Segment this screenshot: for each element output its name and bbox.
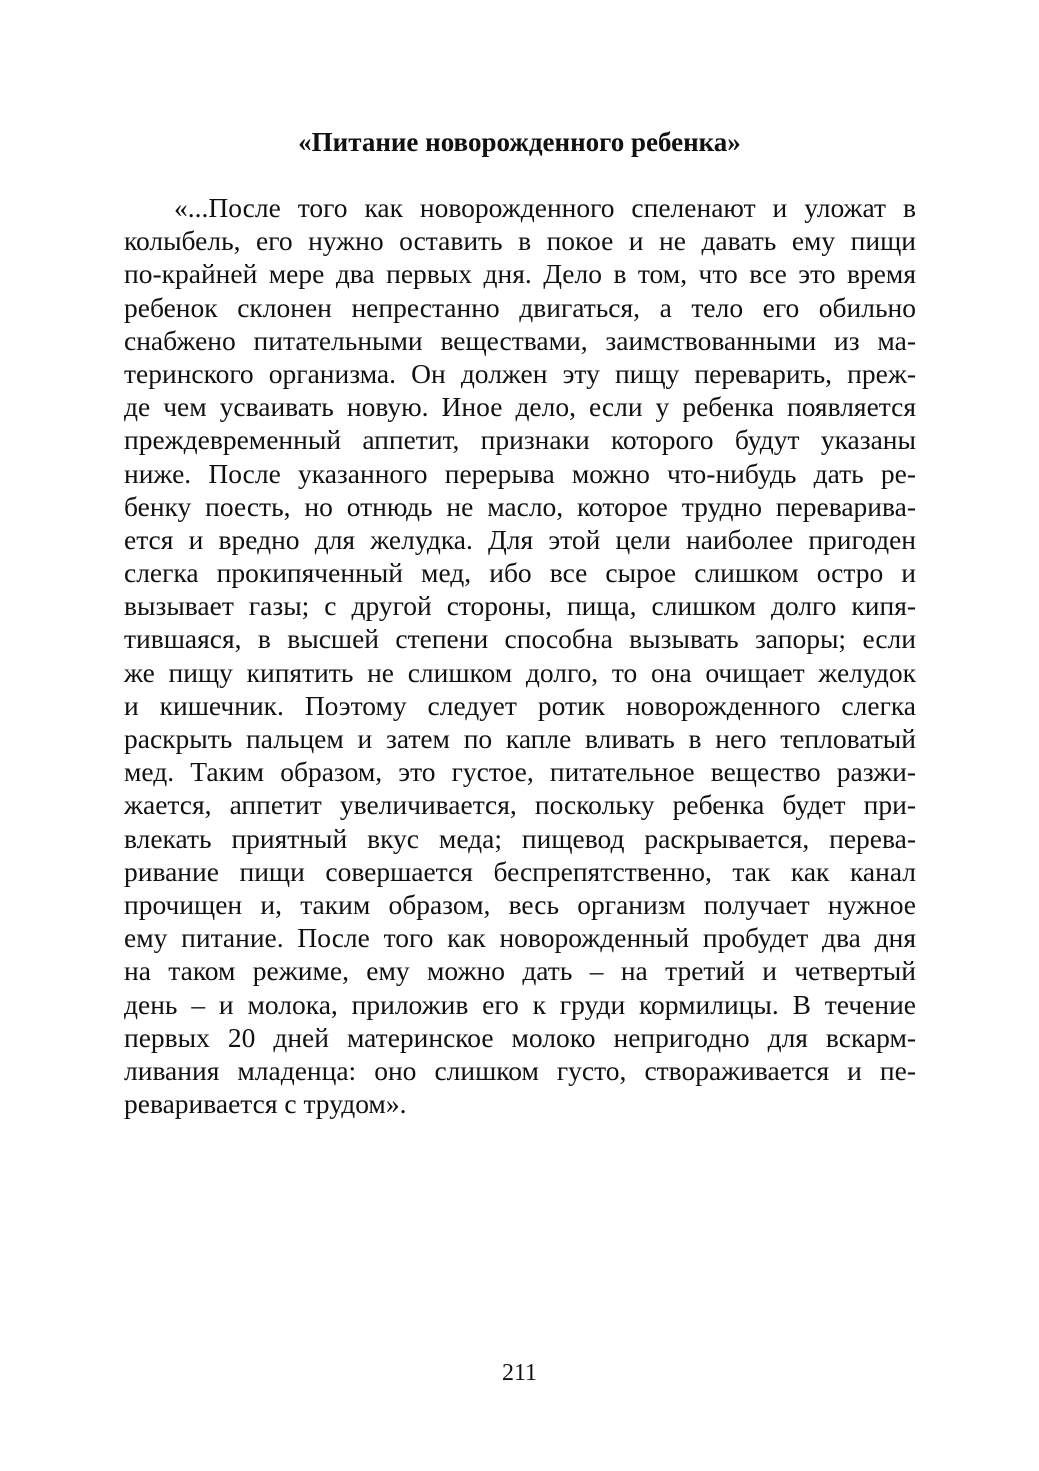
text-line: же пищу кипятить не слишком долго, то она очищает желудок	[124, 656, 916, 688]
text-line: ему питание. После того как новорожденный пробудет два дня	[124, 922, 916, 954]
text-line: первых 20 дней материнское молоко непригодно для вскарм-	[124, 1021, 916, 1053]
text-line: раскрыть пальцем и затем по капле вливать в него тепловатый	[124, 723, 916, 754]
page-number: 211	[501, 1360, 538, 1386]
text-line: колыбель, его нужно оставить в покое и не давать ему пищи	[124, 225, 916, 257]
text-line: ется и вредно для желудка. Для этой цели наиболее пригоден	[124, 523, 916, 555]
page-title: «Питание новорожденного ребенка»	[298, 127, 741, 157]
text-line: по-крайней мере два первых дня. Дело в том, что все это время	[124, 258, 916, 290]
text-line: бенку поесть, но отнюдь не масло, которое трудно переварива-	[124, 490, 916, 522]
text-line: прочищен и, таким образом, весь организм получает нужное	[124, 888, 916, 920]
text-line: влекать приятный вкус меда; пищевод раскрывается, перева-	[124, 822, 916, 854]
text-line: «...После того как новорожденного спеленают и уложат в	[174, 192, 916, 223]
text-line: и кишечник. Поэтому следует ротик новорожденного слегка	[124, 689, 916, 721]
text-line: снабжено питательными веществами, заимствованными из ма-	[124, 324, 916, 356]
text-line: реваривается с трудом».	[124, 1088, 407, 1120]
text-line: ниже. После указанного перерыва можно что-нибудь дать ре-	[124, 457, 916, 489]
text-line: мед. Таким образом, это густое, питательное вещество разжи-	[124, 756, 916, 788]
body-paragraph	[124, 191, 916, 1120]
text-line: ливания младенца: оно слишком густо, створаживается и пе-	[124, 1054, 916, 1086]
text-line: день – и молока, приложив его к груди кормилицы. В течение	[124, 988, 916, 1020]
text-line: на таком режиме, ему можно дать – на третий и четвертый	[124, 955, 916, 987]
text-line: слегка прокипяченный мед, ибо все сырое слишком остро и	[124, 557, 916, 589]
text-line: теринского организма. Он должен эту пищу переварить, преж-	[124, 357, 916, 389]
text-line: ребенок склонен непрестанно двигаться, а тело его обильно	[124, 291, 916, 323]
text-line: преждевременный аппетит, признаки которого будут указаны	[124, 424, 916, 456]
text-line: жается, аппетит увеличивается, поскольку ребенка будет при-	[124, 789, 916, 821]
text-line: тившаяся, в высшей степени способна вызывать запоры; если	[124, 623, 916, 655]
text-line: ривание пищи совершается беспрепятственно, так как канал	[124, 855, 916, 887]
text-line: вызывает газы; с другой стороны, пища, слишком долго кипя-	[124, 590, 916, 622]
text-line: де чем усваивать новую. Иное дело, если у ребенка появляется	[124, 391, 916, 423]
